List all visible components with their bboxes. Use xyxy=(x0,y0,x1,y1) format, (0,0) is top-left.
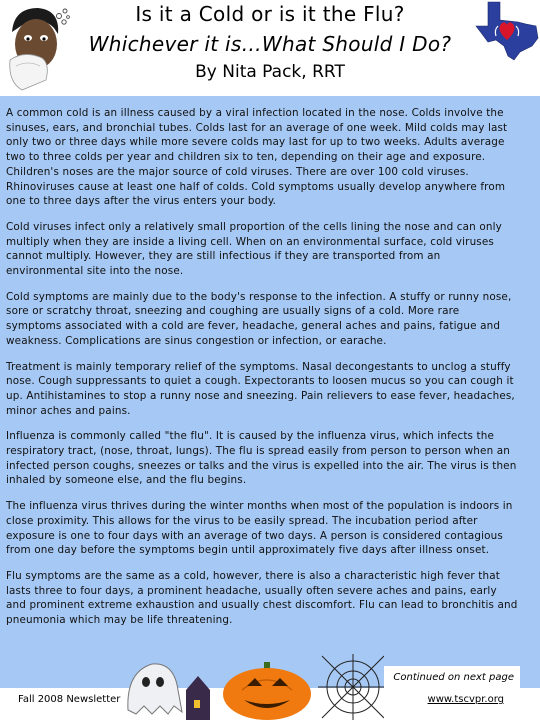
paragraph-cold-intro: A common cold is an illness caused by a viral infection located in the nose. Colds involve the sinuses, ears, and bronchial tubes. Colds last for an average of one week. Mild colds may last only two or three days while more severe colds may last for up to two weeks. Adults average two to three colds per year and children six to ten, depending on their age and exposure. Children's noses are the major source of cold viruses. There are over 100 cold viruses. Rhinoviruses cause at least one half of colds. Cold symptoms usually develop anywhere from one to three days after the virus enters your body. xyxy=(6,107,508,208)
ghost-icon xyxy=(128,664,182,714)
haunted-house-icon xyxy=(186,676,210,720)
byline: By Nita Pack, RRT xyxy=(195,62,345,82)
halloween-decoration xyxy=(122,650,384,720)
website-link[interactable]: www.tscvpr.org xyxy=(427,694,504,705)
title-line-1: Is it a Cold or is it the Flu? xyxy=(135,2,405,26)
spider-web-icon xyxy=(318,654,384,720)
title-line-2: Whichever it is…What Should I Do? xyxy=(88,32,452,56)
continued-note: Continued on next page xyxy=(393,672,514,683)
paragraph-treatment: Treatment is mainly temporary relief of the symptoms. Nasal decongestants to unclog a stuffy nose. Cough suppressants to quiet a cough. Expectorants to loosen mucus so you can cough it up. Antihistamines to stop a runny nose and sneezing. Pain relievers to ease fever, headaches, minor aches and pains. xyxy=(6,360,515,417)
paragraph-cold-viruses: Cold viruses infect only a relatively small proportion of the cells lining the nose and can only multiply when they are inside a living cell. When on an environmental surface, cold viruses cannot multiply. However, they are still infectious if they are transported from an environmental site into the nose. xyxy=(6,220,502,278)
paragraph-influenza: Influenza is commonly called "the flu". It is caused by the influenza virus, which infects the respiratory tract, (nose, throat, lungs). The flu is spread easily from person to person when an infected person coughs, sneezes or talks and the virus is expelled into the air. The virus is then inhaled by someone else, and the flu begins. xyxy=(6,430,517,487)
page-header xyxy=(0,0,540,96)
texas-heart-lungs-logo xyxy=(474,0,540,62)
newsletter-label: Fall 2008 Newsletter xyxy=(18,694,121,705)
article-body xyxy=(0,96,540,688)
paragraph-cold-symptoms: Cold symptoms are mainly due to the body's response to the infection. A stuffy or runny nose, sore or scratchy throat, sneezing and coughing are usually signs of a cold. More rare symptoms associated with a cold are fever, headache, general aches and pains, fatigue and weakness. Complications are sinus congestion or infection, or earache. xyxy=(6,290,512,347)
paragraph-flu-symptoms: Flu symptoms are the same as a cold, however, there is also a characteristic high fever that lasts three to four days, a prominent headache, usually often severe aches and pains, early and prominent extreme exhaustion and usually chest discomfort. Flu can lead to bronchitis and pneumonia which may be life threatening. xyxy=(6,569,518,627)
article-text xyxy=(6,106,518,639)
paragraph-influenza-spread: The influenza virus thrives during the winter months when most of the population is indoors in close proximity. This allows for the virus to be easily spread. The incubation period after exposure is one to four days with an average of two days. A person is considered contagious from one day before the symptoms begin until approximately five days after illness onset. xyxy=(6,500,513,557)
pumpkin-icon xyxy=(223,662,311,720)
